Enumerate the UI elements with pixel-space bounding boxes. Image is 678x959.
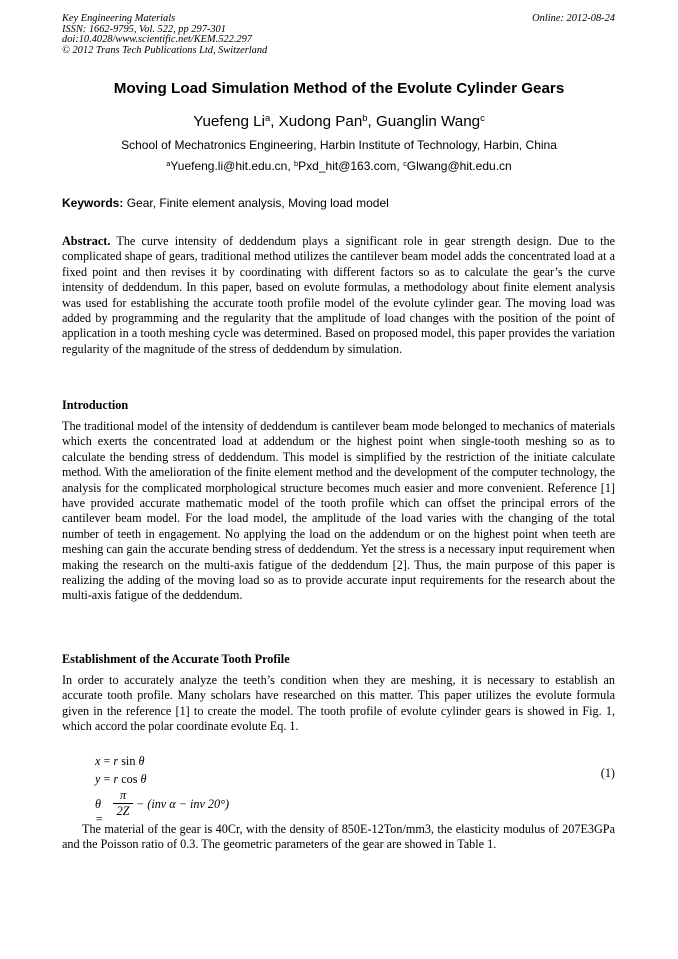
- journal-header: [62, 14, 267, 57]
- establishment-text: In order to accurately analyze the teeth’s condition when they are meshing, it is necessary to establish an accurate tooth profile. Many scholars have researched on this matter. This paper utilizes the evolute formula given in the reference [1] to create the model. The tooth profile of evolute cylinder gears is showed in Fig. 1, which accord the polar coordinate evolute Eq. 1.: [62, 673, 615, 734]
- author-list: [0, 113, 678, 130]
- email-separator: ,: [287, 159, 295, 173]
- fraction-numerator: π: [119, 788, 127, 802]
- copyright-line: © 2012 Trans Tech Publications Ltd, Switzerland: [62, 45, 268, 57]
- author-separator: ,: [367, 113, 376, 130]
- equation-number: (1): [600, 766, 615, 780]
- establishment-heading: Establishment of the Accurate Tooth Profile: [62, 652, 290, 666]
- author-name: Xudong Pan: [278, 113, 363, 130]
- eq-arg: θ: [140, 772, 147, 786]
- eq-equals: =: [100, 754, 114, 768]
- eq-equals: =: [100, 772, 114, 786]
- abstract: [62, 234, 615, 357]
- author-name: Guanglin Wang: [375, 113, 481, 130]
- author-superscript: a: [264, 111, 271, 123]
- eq-r: r: [113, 754, 119, 768]
- doi-line: doi:10.4028/www.scientific.net/KEM.522.297: [62, 34, 252, 46]
- journal-name: Key Engineering Materials: [62, 13, 176, 24]
- eq-func: cos: [118, 772, 141, 786]
- online-date: Online: 2012-08-24: [532, 13, 615, 24]
- author-superscript: c: [480, 111, 485, 123]
- author-superscript: b: [362, 111, 368, 123]
- keywords-label: Keywords:: [62, 196, 124, 210]
- material-text: The material of the gear is 40Cr, with the density of 850E-12Ton/mm3, the elasticity modulus of 207E3GPa and the Poisson ratio of 0.3. The geometric parameters of the gear are showed in Table 1.: [62, 822, 615, 852]
- eq-func: sin: [118, 754, 139, 768]
- fraction-denominator: 2Z: [116, 804, 130, 818]
- abstract-text: The curve intensity of deddendum plays a significant role in gear strength design. Due to the complicated shape of gears, traditional method utilizes the cantilever beam model adds the concentrated load at a fixed point and then revises it by coordinating with different factors so as to calculate the gear’s the curve intensity of deddendum. In this paper, based on evolute formulas, a methodology about finite element analysis was used for establishing the accurate tooth profile model of the evolute cylinder gear. The moving load was added by programming and the regularity that the amplitude of load changes with the position of the point of application in a tooth meshing cycle was determined. Based on proposed model, this paper provides the variation regularity of the magnitude of the stress of deddendum by simulation.: [62, 234, 615, 356]
- email-superscript: c: [403, 158, 407, 168]
- email-separator: ,: [396, 159, 404, 173]
- email-address: Pxd_hit@163.com: [298, 159, 397, 173]
- paper-title: Moving Load Simulation Method of the Evolute Cylinder Gears: [113, 80, 565, 97]
- abstract-label: Abstract.: [62, 234, 111, 248]
- email-address: Yuefeng.li@hit.edu.cn: [170, 159, 288, 173]
- author-separator: ,: [270, 113, 279, 130]
- affiliation: School of Mechatronics Engineering, Harbin Institute of Technology, Harbin, China: [121, 138, 557, 152]
- eq-arg: θ: [138, 754, 145, 768]
- introduction-text: The traditional model of the intensity of deddendum is cantilever beam mode belonged to mechanics of materials which exerts the concentrated load at addendum or the highest point when single-tooth meshing so as to calculate the bending stress of deddendum. This model is simplified by the restriction of the initiate calculate method. With the amelioration of the finite element method and the development of the computer technology, the analysis for the complicated morphological structure becomes much easier and more convenient. Reference [1] have provided accurate mathematic model of the tooth profile which can offset the principal errors of the cantilever beam model. For the load model, the amplitude of the load varies with the changing of the total number of teeth in engagement. No applying the load on the addendum or on the highest point when teeth are meshing can gain the accurate bending stress of deddendum. Yet the stress is a necessary input requirement when making the research on the multi-axis fatigue of the deddendum [2]. Thus, the main purpose of this paper is realizing the adding of the moving load so as to provide accurate input requirements for the research about the multi-axis fatigue of the deddendum.: [62, 419, 615, 603]
- email-superscript: a: [166, 158, 171, 168]
- theta-rhs: − (inv α − inv 20°): [136, 797, 230, 811]
- eq-r: r: [113, 772, 119, 786]
- author-name: Yuefeng Li: [193, 113, 265, 130]
- eq-var: y: [95, 772, 101, 786]
- equation-line-x: [95, 754, 144, 769]
- theta-lhs: θ =: [95, 797, 104, 826]
- issn-line: ISSN: 1662-9795, Vol. 522, pp 297-301: [62, 23, 226, 35]
- eq-var: x: [95, 754, 101, 768]
- keywords: [62, 196, 389, 210]
- email-superscript: b: [294, 158, 299, 168]
- email-list: [0, 159, 678, 173]
- keywords-text: Gear, Finite element analysis, Moving load model: [123, 196, 389, 210]
- equation-line-y: [95, 772, 146, 787]
- email-address: Glwang@hit.edu.cn: [406, 159, 512, 173]
- introduction-heading: Introduction: [62, 398, 129, 412]
